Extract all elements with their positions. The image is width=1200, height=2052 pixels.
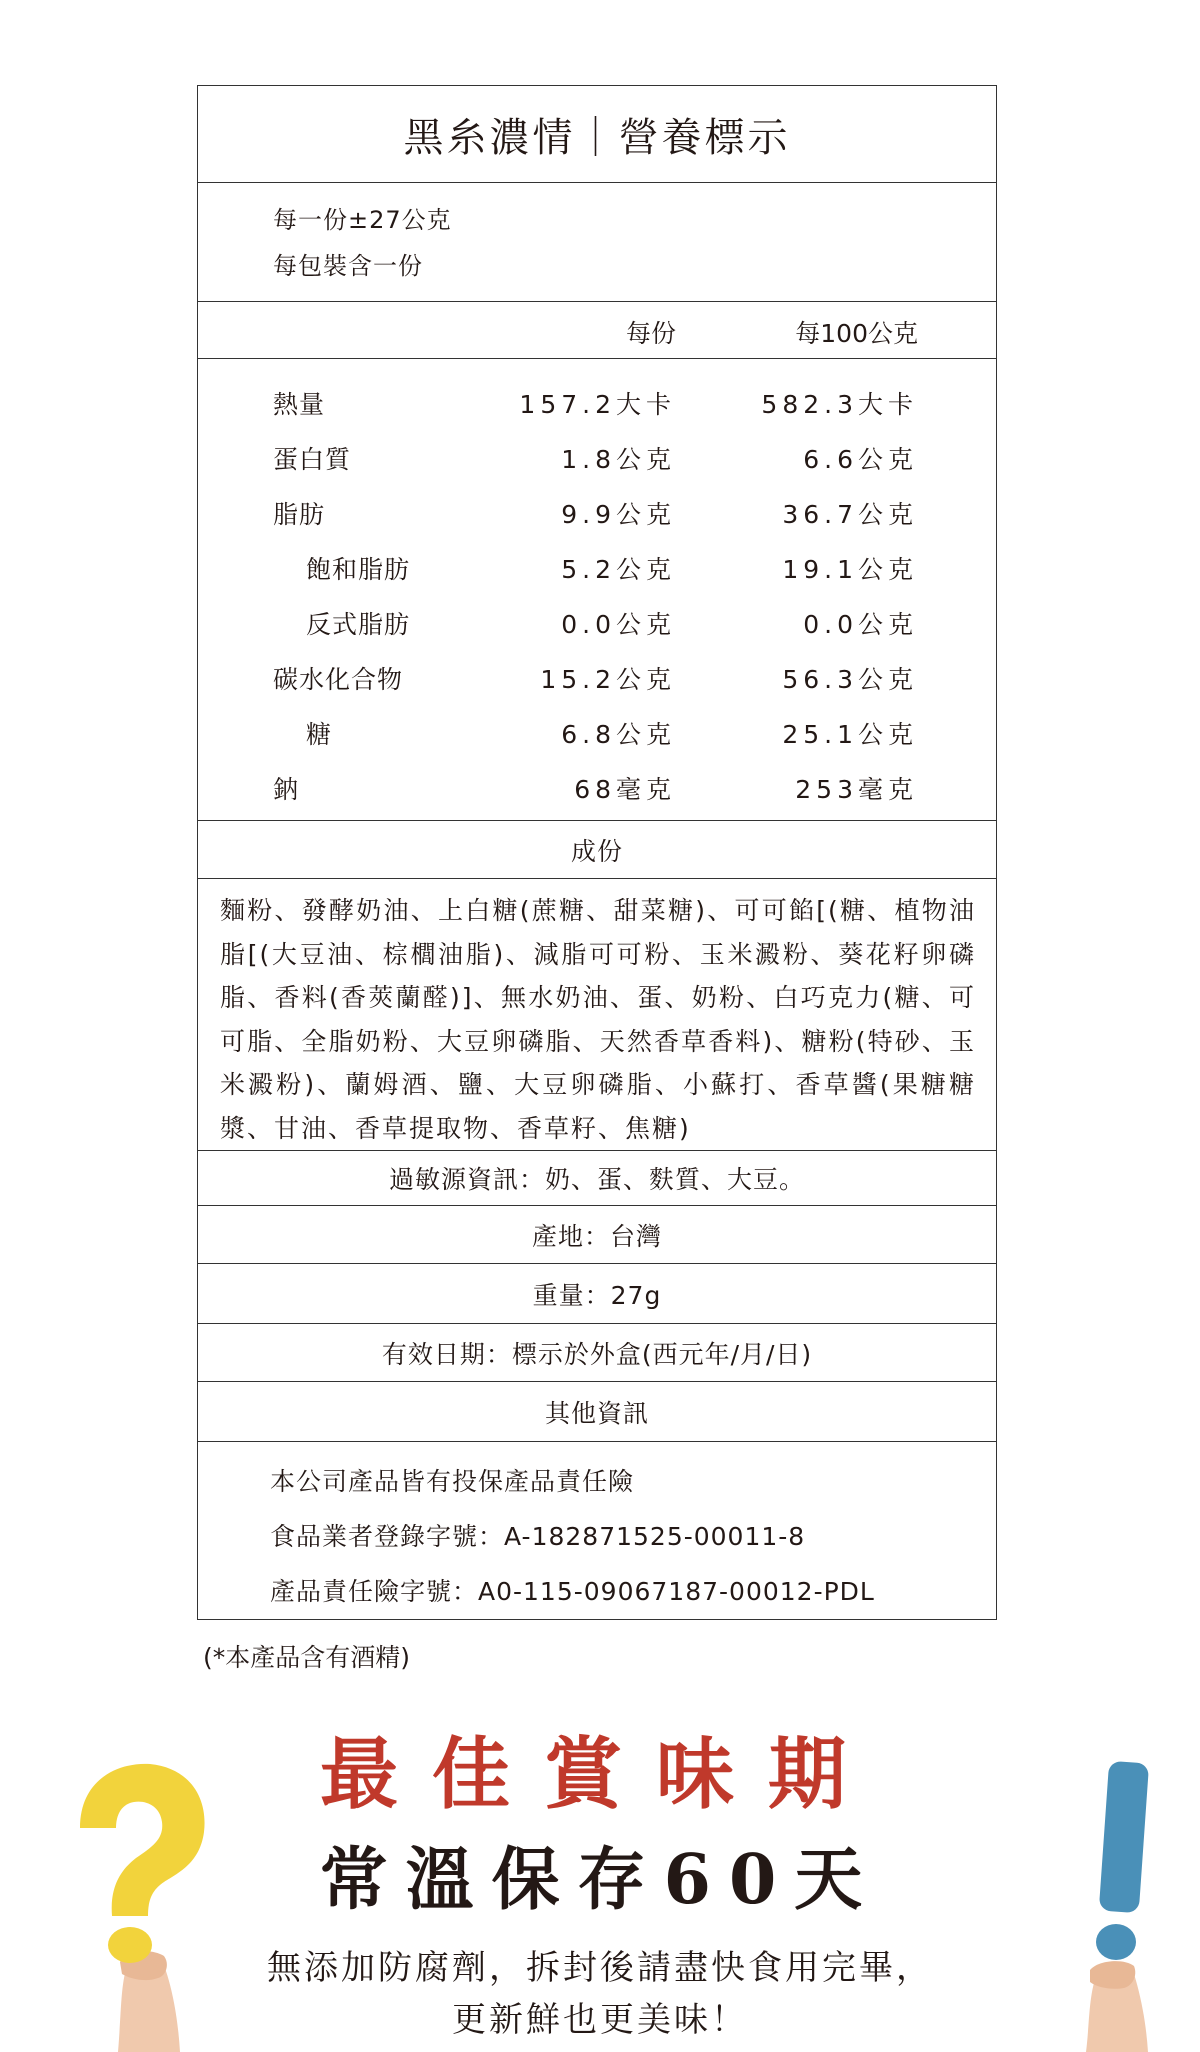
- alcohol-note: (*本產品含有酒精): [203, 1643, 411, 1672]
- other-info-heading: 其他資訊: [198, 1382, 996, 1442]
- serving-size: 每一份±27公克: [273, 206, 452, 234]
- nutrient-row: [198, 432, 996, 487]
- label-title: 黑糸濃情｜營養標示: [198, 86, 996, 183]
- nutrient-row: [198, 487, 996, 542]
- column-header: [198, 302, 996, 359]
- weight-info: 重量：27g: [198, 1264, 996, 1324]
- nutrition-label: [197, 85, 997, 1620]
- preservative-note: 無添加防腐劑，拆封後請盡快食用完畢，: [267, 1948, 933, 1988]
- nutrient-per-serving: 68毫克: [574, 775, 676, 804]
- nutrient-per-serving: 1.8公克: [561, 445, 676, 474]
- nutrient-name: 碳水化合物: [273, 665, 404, 694]
- registration-line: 食品業者登錄字號：A-182871525-00011-8: [270, 1522, 806, 1551]
- nutrient-per-serving: 0.0公克: [561, 610, 676, 639]
- insurance-line: 本公司產品皆有投保產品責任險: [270, 1467, 635, 1496]
- nutrient-per-100g: 6.6公克: [803, 445, 918, 474]
- nutrient-row: [198, 597, 996, 652]
- serving-info: [198, 183, 996, 302]
- nutrient-per-serving: 6.8公克: [561, 720, 676, 749]
- origin-info: 產地：台灣: [198, 1206, 996, 1264]
- nutrient-name: 熱量: [273, 390, 326, 419]
- nutrient-per-100g: 19.1公克: [782, 555, 918, 584]
- nutrient-name: 飽和脂肪: [306, 555, 411, 584]
- nutrient-per-100g: 253毫克: [795, 775, 918, 804]
- nutrient-row: [198, 707, 996, 762]
- nutrient-per-serving: 9.9公克: [561, 500, 676, 529]
- storage-period: 常溫保存60天: [319, 1840, 881, 1920]
- nutrient-table: [198, 359, 996, 821]
- nutrient-per-100g: 25.1公克: [782, 720, 918, 749]
- nutrient-per-100g: 56.3公克: [782, 665, 918, 694]
- nutrient-name: 脂肪: [273, 500, 326, 529]
- col-per-serving: 每份: [625, 319, 676, 348]
- servings-per-pack: 每包裝含一份: [273, 252, 423, 280]
- nutrient-per-100g: 0.0公克: [803, 610, 918, 639]
- nutrient-row: [198, 762, 996, 817]
- ingredients-text: 麵粉、發酵奶油、上白糖(蔗糖、甜菜糖)、可可餡[(糖、植物油脂[(大豆油、棕櫚油脂)、減脂可可粉、玉米澱粉、葵花籽卵磷脂、香料(香莢蘭醛)]、無水奶油、蛋、奶粉、白巧克力(糖、可可脂、全脂奶粉、大豆卵磷脂、天然香草香料)、糖粉(特砂、玉米澱粉)、蘭姆酒、鹽、大豆卵磷脂、小蘇打、香草醬(果糖糖漿、甘油、香草提取物、香草籽、焦糖): [198, 879, 996, 1151]
- nutrient-name: 蛋白質: [273, 445, 352, 474]
- nutrient-per-100g: 36.7公克: [782, 500, 918, 529]
- other-info: [198, 1442, 996, 1619]
- allergen-info: 過敏源資訊：奶、蛋、麩質、大豆。: [198, 1151, 996, 1206]
- nutrient-per-serving: 157.2大卡: [519, 390, 676, 419]
- freshness-note: 更新鮮也更美味！: [452, 2000, 748, 2040]
- nutrient-name: 糖: [306, 720, 333, 749]
- nutrient-per-serving: 5.2公克: [561, 555, 676, 584]
- nutrient-per-serving: 15.2公克: [540, 665, 676, 694]
- nutrient-row: [198, 652, 996, 707]
- nutrient-name: 反式脂肪: [306, 610, 411, 639]
- nutrient-row: [198, 377, 996, 432]
- best-before-headline: 最佳賞味期: [319, 1729, 880, 1820]
- nutrient-per-100g: 582.3大卡: [761, 390, 918, 419]
- expiry-info: 有效日期：標示於外盒(西元年/月/日): [198, 1324, 996, 1382]
- ingredients-heading: 成份: [198, 821, 996, 879]
- insurance-number-line: 產品責任險字號：A0-115-09067187-00012-PDL: [270, 1577, 875, 1606]
- nutrient-name: 鈉: [273, 775, 300, 804]
- col-per-100g: 每100公克: [795, 319, 918, 348]
- nutrient-row: [198, 542, 996, 597]
